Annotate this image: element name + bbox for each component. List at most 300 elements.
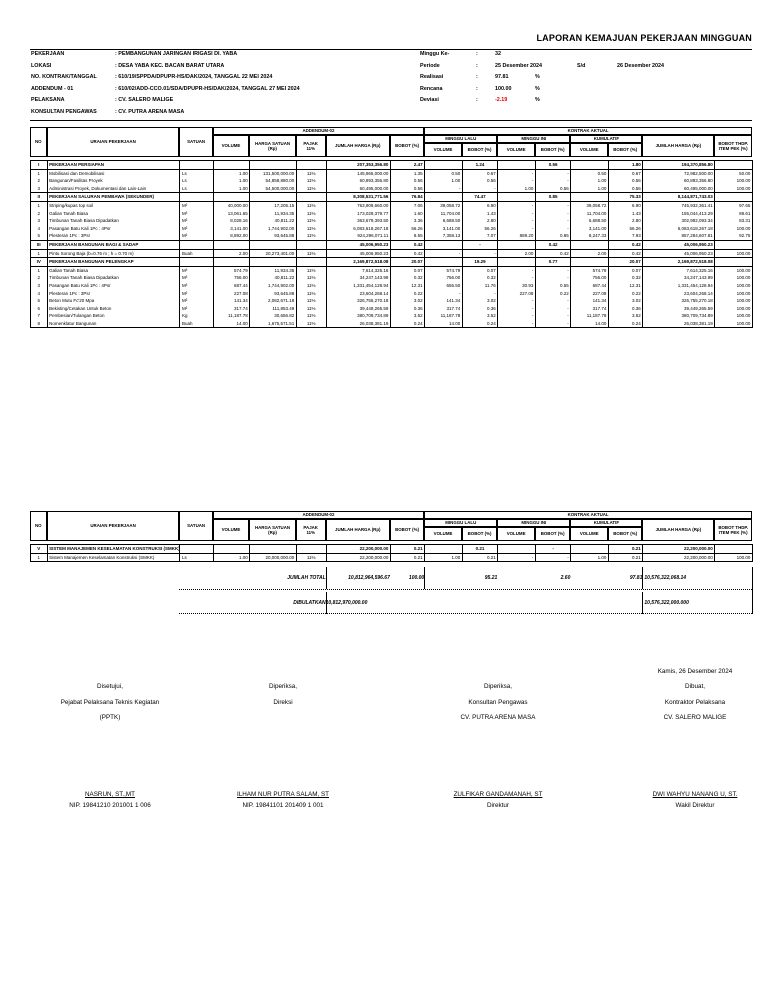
cell-bobot: 0.42 bbox=[390, 240, 424, 249]
cell-harga: 40,811.22 bbox=[250, 274, 297, 282]
cell-vol bbox=[213, 240, 250, 249]
cell-mlv: 317.74 bbox=[425, 305, 463, 313]
cell-pajak: 11% bbox=[296, 177, 326, 185]
col-no bbox=[30, 127, 47, 157]
cell-kb: 0.42 bbox=[608, 249, 642, 258]
cell-no: 2 bbox=[31, 274, 48, 282]
col-addendum-text: ADDENDUM-02 bbox=[302, 512, 335, 518]
cell-it: 100.00 bbox=[715, 553, 753, 562]
cell-it bbox=[715, 545, 753, 554]
signature-role: Disetujui, bbox=[97, 683, 123, 690]
col-sub-volume-text: VOLUME bbox=[506, 147, 526, 153]
cell-no: 3 bbox=[31, 282, 48, 290]
cell-kj: 1,331,454,128.94 bbox=[643, 282, 715, 290]
col-sub-volume bbox=[570, 143, 608, 157]
cell-mib: - bbox=[535, 297, 570, 305]
cell-name: SISTEM MANAJEMEN KESELAMATAN KONSTRUKSI (SMKK) bbox=[47, 545, 180, 554]
cell-kb: 12.31 bbox=[608, 282, 642, 290]
table-row bbox=[31, 553, 753, 562]
table-row bbox=[31, 185, 753, 193]
cell-harga: 54,858,880.00 bbox=[250, 177, 297, 185]
cell-mib: - bbox=[535, 320, 570, 328]
frame-line bbox=[326, 567, 327, 589]
cell-pajak bbox=[296, 258, 326, 267]
cell-name: Plesteran 1Pc : 3Psr bbox=[47, 232, 180, 240]
cell-kv: 3,141.00 bbox=[571, 225, 609, 233]
cell-it bbox=[715, 161, 753, 170]
cell-mlv bbox=[425, 193, 463, 202]
signatory-id: NIP. 19841210 201001 1 006 bbox=[69, 802, 151, 809]
cell-mib: - bbox=[535, 274, 570, 282]
cell-harga: 1,744,902.00 bbox=[250, 282, 297, 290]
total-jumlah-aktual: 10,576,322,068.14 bbox=[644, 575, 687, 581]
frame-line bbox=[424, 567, 425, 589]
cell-miv bbox=[498, 240, 536, 249]
header-value: : 610/19/SPPDA/DPUPR-HS/DAK/2024, TANGGAL 22 MEI 2024 bbox=[115, 74, 273, 81]
cell-pajak: 11% bbox=[296, 312, 326, 320]
table-row bbox=[31, 249, 753, 258]
table-row bbox=[31, 210, 753, 218]
col-bobot-thdp bbox=[714, 519, 752, 541]
cell-mlv: 39,058.72 bbox=[425, 201, 463, 209]
cell-it: 89.61 bbox=[715, 210, 753, 218]
cell-jumlah: 8,308,531,771.56 bbox=[326, 193, 390, 202]
col-pajak bbox=[296, 519, 326, 541]
signature-org: CV. SALERO MALIGE bbox=[663, 714, 727, 721]
col-bobot-thdp-l1: BOBOT THDP. bbox=[718, 140, 748, 146]
cell-bobot: 12.31 bbox=[390, 282, 424, 290]
cell-name: Striping/kupas top soil bbox=[47, 201, 180, 209]
total-jumlah: 10,812,964,596.67 bbox=[348, 575, 390, 581]
section-row bbox=[31, 161, 753, 170]
col-bobot-thdp-l1: BOBOT THDP. bbox=[718, 524, 748, 530]
col-sub-bobot_pct-text: BOBOT (%) bbox=[540, 531, 565, 537]
cell-bobot: 76.84 bbox=[390, 193, 424, 202]
cell-jumlah: 1,331,454,128.94 bbox=[326, 282, 390, 290]
cell-kb: 1.43 bbox=[608, 210, 642, 218]
cell-mib: 0.22 bbox=[535, 290, 570, 298]
cell-name: Pembesian/Tulangan Beton bbox=[47, 312, 180, 320]
cell-bobot: 0.21 bbox=[390, 545, 424, 554]
cell-kj: 45,006,950.23 bbox=[643, 249, 715, 258]
col-sub-bobot_pct bbox=[535, 527, 570, 541]
header-value: 97.81 bbox=[495, 74, 509, 81]
cell-mlv: 3,141.00 bbox=[425, 225, 463, 233]
cell-sat bbox=[180, 193, 213, 202]
cell-kb: 0.07 bbox=[608, 266, 642, 274]
cell-harga: 11,934.35 bbox=[250, 210, 297, 218]
cell-harga: 111,853.49 bbox=[250, 305, 297, 313]
col-sub-volume bbox=[497, 527, 535, 541]
col-volume bbox=[213, 135, 250, 157]
cell-mlv bbox=[425, 240, 463, 249]
col-minggu-lalu bbox=[424, 135, 497, 143]
cell-mlv: 141.34 bbox=[425, 297, 463, 305]
table-row bbox=[31, 320, 753, 328]
cell-harga bbox=[250, 258, 297, 267]
cell-bobot: 0.36 bbox=[390, 305, 424, 313]
cell-it: 100.00 bbox=[715, 282, 753, 290]
cell-jumlah: 6,083,618,267.18 bbox=[326, 225, 390, 233]
col-uraian bbox=[47, 511, 180, 541]
signature-org: (PPTK) bbox=[99, 714, 121, 721]
cell-vol: 574.79 bbox=[213, 266, 250, 274]
col-jumlah-text: JUMLAH HARGA (Rp) bbox=[335, 527, 381, 533]
cell-miv: 2.00 bbox=[498, 249, 536, 258]
cell-kb: 20.07 bbox=[608, 258, 642, 267]
cell-mlb: 56.26 bbox=[462, 225, 497, 233]
cell-mlb: 0.32 bbox=[462, 274, 497, 282]
cell-jumlah: 380,709,734.89 bbox=[326, 312, 390, 320]
cell-it bbox=[715, 240, 753, 249]
cell-no: 5 bbox=[31, 232, 48, 240]
col-sub-bobot_pct-text: BOBOT (%) bbox=[467, 531, 492, 537]
col-jumlah-aktual bbox=[642, 135, 714, 157]
cell-sat: Buah bbox=[180, 320, 213, 328]
cell-mib: 0.55 bbox=[535, 282, 570, 290]
col-bobot-thdp bbox=[714, 135, 752, 157]
cell-miv: - bbox=[498, 177, 536, 185]
cell-harga bbox=[250, 193, 297, 202]
col-sub-bobot_pct-text: BOBOT (%) bbox=[467, 147, 492, 153]
cell-sat: M² bbox=[180, 201, 213, 209]
cell-name: PEKERJAAN BANGUNAN PELENGKAP bbox=[47, 258, 180, 267]
cell-kj: 380,709,734.89 bbox=[643, 312, 715, 320]
header-value: -2.19 bbox=[495, 97, 508, 104]
cell-mlb: - bbox=[462, 240, 497, 249]
cell-mlb: 0.21 bbox=[462, 553, 497, 562]
cell-jumlah: 763,908,660.00 bbox=[326, 201, 390, 209]
col-no-text: NO bbox=[35, 523, 42, 529]
col-jumlah bbox=[326, 135, 390, 157]
cell-bobot: 7.06 bbox=[390, 201, 424, 209]
cell-no: 6 bbox=[31, 305, 48, 313]
header-extra: S/d bbox=[577, 62, 586, 69]
cell-miv: - bbox=[498, 305, 536, 313]
cell-kj: 60,893,356.80 bbox=[643, 177, 715, 185]
cell-kv: 11,704.00 bbox=[571, 210, 609, 218]
signature-title: Direksi bbox=[273, 699, 293, 706]
col-sub-bobot_pct-text: BOBOT (%) bbox=[613, 531, 638, 537]
cell-vol: 40,000.00 bbox=[213, 201, 250, 209]
cell-name: Galian Tanah Biasa bbox=[47, 266, 180, 274]
cell-pajak bbox=[296, 161, 326, 170]
cell-no: 4 bbox=[31, 225, 48, 233]
cell-it: 100.00 bbox=[715, 266, 753, 274]
cell-sat: M² bbox=[180, 305, 213, 313]
cell-miv: - bbox=[498, 297, 536, 305]
cell-name: Bangunan/Fasilitas Proyek bbox=[47, 177, 180, 185]
header-label: Realisasi bbox=[420, 74, 444, 81]
cell-harga: 1,675,571.51 bbox=[250, 320, 297, 328]
cell-kj: 7,614,325.16 bbox=[643, 266, 715, 274]
cell-sat: Kg bbox=[180, 312, 213, 320]
cell-vol: 1.00 bbox=[213, 169, 250, 177]
header-label: ADDENDUM - 01 bbox=[31, 85, 74, 92]
cell-mlv bbox=[425, 545, 463, 554]
cell-sat: M³ bbox=[180, 225, 213, 233]
cell-vol: 687.44 bbox=[213, 282, 250, 290]
cell-harga: 93,645.88 bbox=[250, 290, 297, 298]
cell-jumlah: 145,965,000.00 bbox=[326, 169, 390, 177]
total-label: JUMLAH TOTAL bbox=[287, 575, 326, 581]
cell-kb: 0.24 bbox=[608, 320, 642, 328]
cell-kb: 7.93 bbox=[608, 232, 642, 240]
cell-kj: 2,169,872,518.08 bbox=[643, 258, 715, 267]
cell-mlb: 6.90 bbox=[462, 201, 497, 209]
cell-sat: M³ bbox=[180, 274, 213, 282]
table-row bbox=[31, 266, 753, 274]
col-harga-satuan bbox=[249, 135, 296, 157]
report-title: LAPORAN KEMAJUAN PEKERJAAN MINGGUAN bbox=[536, 33, 752, 43]
cell-pajak: 11% bbox=[296, 210, 326, 218]
cell-kv: 11,187.78 bbox=[571, 312, 609, 320]
cell-mlv: 1.00 bbox=[425, 553, 463, 562]
cell-bobot: 0.24 bbox=[390, 320, 424, 328]
header-extra: % bbox=[535, 97, 540, 104]
cell-name: Mobilisasi dan Demobilisasi bbox=[47, 169, 180, 177]
header-label: Deviasi bbox=[420, 97, 439, 104]
col-sub-volume bbox=[424, 527, 462, 541]
cell-mib: - bbox=[535, 266, 570, 274]
cell-mlb: 2.80 bbox=[462, 217, 497, 225]
cell-pajak bbox=[296, 193, 326, 202]
frame-line bbox=[642, 567, 643, 589]
cell-pajak: 11% bbox=[296, 232, 326, 240]
cell-kj: 72,982,500.00 bbox=[643, 169, 715, 177]
cell-mlb: 19.29 bbox=[462, 258, 497, 267]
signature-role: Dibuat, bbox=[685, 683, 705, 690]
cell-sat: M² bbox=[180, 232, 213, 240]
cell-jumlah: 39,449,265.59 bbox=[326, 305, 390, 313]
cell-sat: Ls bbox=[180, 177, 213, 185]
cell-mib: 0.85 bbox=[535, 193, 570, 202]
frame-line bbox=[752, 567, 753, 614]
col-volume bbox=[213, 519, 250, 541]
cell-pajak: 11% bbox=[296, 266, 326, 274]
cell-kv: 0.50 bbox=[571, 169, 609, 177]
cell-no: 3 bbox=[31, 185, 48, 193]
cell-mib: 0.42 bbox=[535, 249, 570, 258]
cell-mlv: 11,187.78 bbox=[425, 312, 463, 320]
cell-name: Administrasi Proyek, Dokumentasi dan Lain-Lain bbox=[47, 185, 180, 193]
cell-sat: M² bbox=[180, 290, 213, 298]
cell-no: 1 bbox=[31, 553, 48, 562]
cell-vol: 1.00 bbox=[213, 185, 250, 193]
cell-kv: 756.00 bbox=[571, 274, 609, 282]
smkk-table bbox=[30, 544, 753, 562]
col-kumulatif-text: KUMULATIF bbox=[593, 520, 620, 526]
cell-no: 7 bbox=[31, 312, 48, 320]
col-sub-volume-text: VOLUME bbox=[433, 147, 453, 153]
col-harga-satuan bbox=[249, 519, 296, 541]
col-uraian-text: URAIAN PEKERJAAN bbox=[90, 139, 136, 145]
cell-mib: - bbox=[535, 210, 570, 218]
col-bobot-text: BOBOT (%) bbox=[395, 527, 419, 533]
header-colon: : bbox=[476, 62, 478, 69]
table-row bbox=[31, 201, 753, 209]
cell-mlb: 0.21 bbox=[462, 545, 497, 554]
cell-it: 92.75 bbox=[715, 232, 753, 240]
cell-miv bbox=[498, 545, 536, 554]
total-minggu-lalu: 95.21 bbox=[484, 575, 498, 581]
work-progress-table bbox=[30, 160, 753, 328]
cell-kj: 34,247,143.99 bbox=[643, 274, 715, 282]
cell-miv: - bbox=[498, 169, 536, 177]
cell-vol bbox=[213, 193, 250, 202]
col-kumulatif bbox=[570, 135, 642, 143]
signatory-name: NASRUN, ST.,MT bbox=[84, 791, 136, 798]
cell-name: Beton Mutu Fc'20 Mpa bbox=[47, 297, 180, 305]
cell-kb: 1.80 bbox=[608, 161, 642, 170]
cell-bobot: 0.56 bbox=[390, 185, 424, 193]
header-label: Minggu Ke- bbox=[420, 51, 450, 57]
cell-it: 83.31 bbox=[715, 217, 753, 225]
cell-no: V bbox=[31, 545, 48, 554]
cell-it: 100.00 bbox=[715, 177, 753, 185]
cell-harga: 11,934.35 bbox=[250, 266, 297, 274]
header-colon: : bbox=[476, 51, 478, 57]
col-volume-text: VOLUME bbox=[221, 527, 241, 533]
cell-mib: - bbox=[535, 177, 570, 185]
cell-kj: 857,284,607.81 bbox=[643, 232, 715, 240]
cell-harga: 54,500,000.00 bbox=[250, 185, 297, 193]
cell-it: 100.00 bbox=[715, 185, 753, 193]
header-colon: : bbox=[476, 97, 478, 104]
cell-sat: Ls bbox=[180, 185, 213, 193]
dibulatkan-value: 10,812,970,000.00 bbox=[325, 600, 368, 606]
cell-bobot: 20.07 bbox=[390, 258, 424, 267]
cell-no: 8 bbox=[31, 320, 48, 328]
col-no bbox=[30, 511, 47, 541]
cell-bobot: 2.47 bbox=[390, 161, 424, 170]
cell-harga bbox=[250, 545, 297, 554]
cell-bobot: 0.56 bbox=[390, 177, 424, 185]
cell-miv: 889.20 bbox=[498, 232, 536, 240]
cell-miv: - bbox=[498, 274, 536, 282]
cell-sat: M³ bbox=[180, 266, 213, 274]
cell-bobot: 0.21 bbox=[390, 553, 424, 562]
cell-it: 100.00 bbox=[715, 274, 753, 282]
col-kumulatif bbox=[570, 519, 642, 527]
cell-pajak: 11% bbox=[296, 282, 326, 290]
cell-kb: 3.52 bbox=[608, 312, 642, 320]
cell-vol: 11,187.78 bbox=[213, 312, 250, 320]
header-label: NO. KONTRAK/TANGGAL bbox=[31, 74, 97, 81]
cell-mlv: - bbox=[425, 249, 463, 258]
cell-vol bbox=[213, 258, 250, 267]
signature-title: Kontraktor Pelaksana bbox=[664, 699, 726, 706]
cell-vol: 317.74 bbox=[213, 305, 250, 313]
cell-jumlah: 2,169,872,518.08 bbox=[326, 258, 390, 267]
cell-jumlah: 26,038,381.19 bbox=[326, 320, 390, 328]
header-label: Periode bbox=[420, 62, 440, 69]
col-minggu-lalu bbox=[424, 519, 497, 527]
cell-harga: 131,500,000.00 bbox=[250, 169, 297, 177]
cell-jumlah: 60,893,356.80 bbox=[326, 177, 390, 185]
cell-kb: 0.22 bbox=[608, 290, 642, 298]
cell-harga: 1,744,902.00 bbox=[250, 225, 297, 233]
cell-mib: - bbox=[535, 201, 570, 209]
cell-kv bbox=[571, 545, 609, 554]
header-colon: : bbox=[476, 74, 478, 81]
cell-jumlah: 7,614,325.16 bbox=[326, 266, 390, 274]
cell-name: Bekisting/Cetakan Untuk Beton bbox=[47, 305, 180, 313]
cell-kv: 8,247.33 bbox=[571, 232, 609, 240]
cell-name: Pintu Sorong Baja (b=0.76 m ; h = 0.70 m) bbox=[47, 249, 180, 258]
cell-sat: Ls bbox=[180, 169, 213, 177]
cell-mlb: 3.52 bbox=[462, 312, 497, 320]
cell-bobot: 56.26 bbox=[390, 225, 424, 233]
header-value: : PEMBANGUNAN JARINGAN IRIGASI DI. YABA bbox=[115, 51, 238, 57]
cell-jumlah: 326,755,270.18 bbox=[326, 297, 390, 305]
col-jumlah bbox=[326, 519, 390, 541]
table-row bbox=[31, 305, 753, 313]
header-extra: 26 Desember 2024 bbox=[617, 62, 665, 69]
cell-mlb: 0.24 bbox=[462, 320, 497, 328]
cell-kj: 23,604,268.14 bbox=[643, 290, 715, 298]
cell-kv: 14.00 bbox=[571, 320, 609, 328]
cell-bobot: 8.55 bbox=[390, 232, 424, 240]
cell-mib: - bbox=[535, 225, 570, 233]
cell-kv: 574.79 bbox=[571, 266, 609, 274]
col-kontrak-text: KONTRAK AKTUAL bbox=[567, 512, 609, 518]
cell-jumlah: 363,679,393.50 bbox=[326, 217, 390, 225]
cell-name: Plesteran 1Pc : 3Psr bbox=[47, 290, 180, 298]
cell-pajak: 11% bbox=[296, 169, 326, 177]
col-minggu-lalu-text: MINGGU LALU bbox=[445, 136, 477, 142]
cell-mib: - bbox=[535, 553, 570, 562]
total-minggu-ini: 2.60 bbox=[560, 575, 571, 581]
cell-vol: 13,061.65 bbox=[213, 210, 250, 218]
col-sub-bobot_pct-text: BOBOT (%) bbox=[613, 147, 638, 153]
cell-kj: 26,038,381.19 bbox=[643, 320, 715, 328]
col-addendum bbox=[213, 127, 425, 135]
col-satuan bbox=[179, 127, 212, 157]
header-label: LOKASI bbox=[31, 62, 52, 69]
cell-kj: 6,083,618,267.18 bbox=[643, 225, 715, 233]
cell-sat: M³ bbox=[180, 282, 213, 290]
cell-kv: 6,688.50 bbox=[571, 217, 609, 225]
cell-kb: 0.56 bbox=[608, 185, 642, 193]
cell-name: Nomenklatur Bangunan bbox=[47, 320, 180, 328]
table-row bbox=[31, 177, 753, 185]
col-satuan bbox=[179, 511, 212, 541]
cell-harga: 30,656.82 bbox=[250, 312, 297, 320]
table-row bbox=[31, 312, 753, 320]
cell-it: 100.00 bbox=[715, 290, 753, 298]
col-kontrak bbox=[424, 511, 752, 519]
cell-kj: 22,200,000.00 bbox=[643, 545, 715, 554]
cell-mib: 0.85 bbox=[535, 232, 570, 240]
cell-miv: 30.93 bbox=[498, 282, 536, 290]
cell-pajak: 11% bbox=[296, 249, 326, 258]
cell-kv bbox=[571, 161, 609, 170]
cell-kb: 0.67 bbox=[608, 169, 642, 177]
cell-mlv: 11,704.00 bbox=[425, 210, 463, 218]
header-value: 32 bbox=[495, 51, 501, 57]
signature-role: Diperiksa, bbox=[269, 683, 297, 690]
cell-kv: 141.34 bbox=[571, 297, 609, 305]
cell-it: 100.00 bbox=[715, 305, 753, 313]
cell-mlv: 14.00 bbox=[425, 320, 463, 328]
col-harga-satuan-l2: (Rp) bbox=[268, 146, 277, 151]
total-bobot: 100.00 bbox=[408, 575, 425, 581]
cell-name: Sistem Manajemen Keselamatan Konstruksi (SMKK) bbox=[47, 553, 180, 562]
cell-miv bbox=[498, 258, 536, 267]
cell-mib: - bbox=[535, 217, 570, 225]
signature-role: Diperiksa, bbox=[484, 683, 512, 690]
